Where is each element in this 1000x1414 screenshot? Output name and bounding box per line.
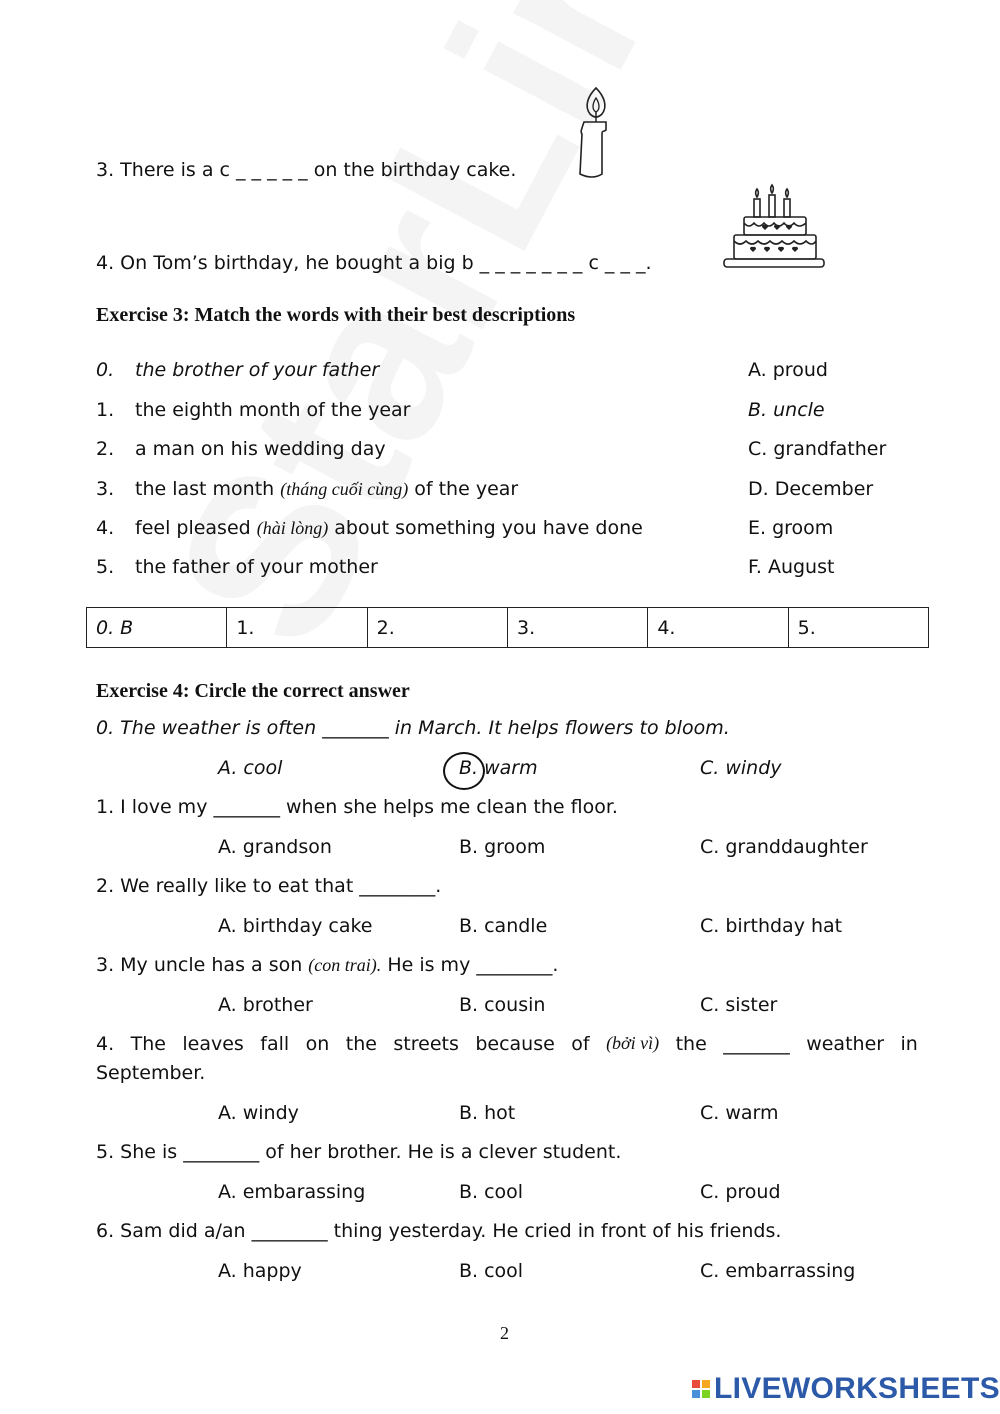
match-option-a: A. proud — [748, 359, 828, 381]
q2-option-b[interactable]: B. candle — [459, 915, 548, 937]
q4-option-a[interactable]: A. windy — [218, 1102, 299, 1124]
q0-option-c[interactable]: C. windy — [700, 757, 782, 779]
page-number: 2 — [500, 1323, 509, 1343]
answer-table — [86, 607, 929, 648]
q4-option-c[interactable]: C. warm — [700, 1102, 779, 1124]
q3-option-b[interactable]: B. cousin — [459, 994, 546, 1016]
birthday-cake-icon — [722, 183, 828, 275]
question-5: 5. She is ________ of her brother. He is a clever student. — [96, 1141, 622, 1163]
q5-option-a[interactable]: A. embarassing — [218, 1181, 366, 1203]
q2-option-c[interactable]: C. birthday hat — [700, 915, 843, 937]
vietnamese-gloss: (con trai). — [308, 955, 382, 975]
answer-cell-3[interactable]: 3. — [507, 608, 647, 648]
match-option-d: D. December — [748, 478, 874, 500]
logo-grid-icon — [692, 1380, 710, 1398]
q3-option-a[interactable]: A. brother — [218, 994, 313, 1016]
match-option-f: F. August — [748, 556, 835, 578]
q3-option-c[interactable]: C. sister — [700, 994, 778, 1016]
match-desc-0: the brother of your father — [135, 359, 380, 381]
liveworksheets-logo[interactable] — [692, 1373, 1000, 1405]
answer-cell-0: 0. B — [87, 608, 227, 648]
match-num-0: 0. — [96, 359, 115, 381]
q1-option-b[interactable]: B. groom — [459, 836, 546, 858]
match-desc-2: a man on his wedding day — [135, 438, 386, 460]
exercise2-item-4: 4. On Tom’s birthday, he bought a big b _ _ _ _ _ _ _ c _ _ _. — [96, 252, 652, 274]
match-num-4: 4. — [96, 517, 115, 539]
match-num-2: 2. — [96, 438, 115, 460]
q0-option-b[interactable]: B. warm — [459, 757, 538, 779]
match-num-5: 5. — [96, 556, 115, 578]
exercise2-item-3: 3. There is a c _ _ _ _ _ on the birthday cake. — [96, 159, 517, 181]
answer-cell-1[interactable]: 1. — [227, 608, 367, 648]
match-num-1: 1. — [96, 399, 115, 421]
q6-option-b[interactable]: B. cool — [459, 1260, 524, 1282]
match-desc-4: feel pleased (hài lòng) about something you have done — [135, 517, 643, 539]
question-3: 3. My uncle has a son (con trai). He is my ________. — [96, 954, 559, 976]
candle-icon — [576, 82, 616, 182]
match-num-3: 3. — [96, 478, 115, 500]
match-option-b: B. uncle — [748, 399, 825, 421]
vietnamese-gloss: (hài lòng) — [256, 518, 329, 538]
q6-option-c[interactable]: C. embarrassing — [700, 1260, 856, 1282]
q0-option-a[interactable]: A. cool — [218, 757, 283, 779]
q1-option-c[interactable]: C. granddaughter — [700, 836, 868, 858]
match-option-e: E. groom — [748, 517, 834, 539]
q5-option-c[interactable]: C. proud — [700, 1181, 781, 1203]
brand-name: LIVEWORKSHEETS — [714, 1372, 1000, 1405]
question-6: 6. Sam did a/an ________ thing yesterday. He cried in front of his friends. — [96, 1220, 782, 1242]
match-desc-1: the eighth month of the year — [135, 399, 411, 421]
watermark — [120, 0, 786, 684]
answer-cell-2[interactable]: 2. — [367, 608, 507, 648]
question-4-cont: September. — [96, 1062, 206, 1084]
answer-cell-4[interactable]: 4. — [648, 608, 788, 648]
question-4: 4. The leaves fall on the streets because of (bởi vì) the _______ weather in — [96, 1033, 918, 1055]
match-option-c: C. grandfather — [748, 438, 887, 460]
exercise4-heading: Exercise 4: Circle the correct answer — [96, 680, 410, 702]
exercise3-heading: Exercise 3: Match the words with their best descriptions — [96, 304, 576, 326]
vietnamese-gloss: (tháng cuối cùng) — [280, 479, 409, 499]
answer-cell-5[interactable]: 5. — [788, 608, 928, 648]
vietnamese-gloss: (bởi vì) — [606, 1033, 660, 1053]
q1-option-a[interactable]: A. grandson — [218, 836, 332, 858]
q4-option-b[interactable]: B. hot — [459, 1102, 516, 1124]
match-desc-3: the last month (tháng cuối cùng) of the year — [135, 478, 519, 500]
question-2: 2. We really like to eat that ________. — [96, 875, 442, 897]
question-0: 0. The weather is often _______ in March. It helps flowers to bloom. — [96, 717, 730, 739]
question-1: 1. I love my _______ when she helps me clean the floor. — [96, 796, 618, 818]
q6-option-a[interactable]: A. happy — [218, 1260, 302, 1282]
q2-option-a[interactable]: A. birthday cake — [218, 915, 373, 937]
match-desc-5: the father of your mother — [135, 556, 378, 578]
q5-option-b[interactable]: B. cool — [459, 1181, 524, 1203]
